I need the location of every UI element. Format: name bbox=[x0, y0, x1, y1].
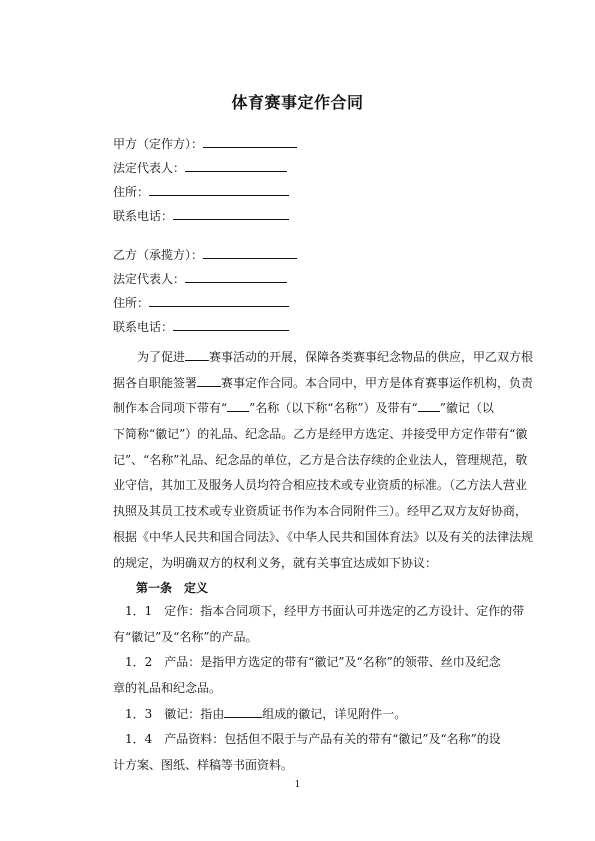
contract-title: 体育赛事定作合同 bbox=[231, 93, 364, 112]
clause-text: 组成的徽记，详见附件一。 bbox=[262, 706, 407, 721]
party-a-phone-label: 联系电话： bbox=[113, 209, 174, 223]
party-b-field bbox=[113, 245, 297, 261]
party-b-blank[interactable] bbox=[203, 245, 297, 259]
preamble-line bbox=[113, 345, 534, 371]
preamble-line: 记”、“名称”礼品、纪念品的单位，乙方是合法存续的企业法人，管理规范，敬 bbox=[113, 452, 528, 467]
name-blank[interactable] bbox=[227, 399, 249, 412]
preamble-line: 的规定，为明确双方的权利义务，就有关事宜达成如下协议： bbox=[113, 555, 438, 570]
clause-line: 1．1 定作：指本合同项下，经甲方书面认可并选定的乙方设计、定作的带 bbox=[125, 604, 525, 618]
party-b-address-blank[interactable] bbox=[149, 293, 289, 307]
clause-line: 有“徽记”及“名称”的产品。 bbox=[113, 629, 258, 644]
preamble-line: 根据《中华人民共和国合同法》、《中华人民共和国体育法》以及有关的法律法规 bbox=[113, 529, 534, 544]
party-b-address-field bbox=[113, 293, 289, 309]
preamble-text: ”徽记（以 bbox=[439, 401, 494, 416]
contract-name-blank[interactable] bbox=[197, 374, 221, 387]
party-a-rep-field bbox=[113, 158, 287, 174]
article-1-body bbox=[113, 599, 525, 779]
preamble-line: 下简称“徽记”）的礼品、纪念品。乙方是经甲方选定、并接受甲方定作带有“徽 bbox=[113, 427, 528, 442]
clause-line: 章的礼品和纪念品。 bbox=[113, 681, 222, 696]
party-b-phone-field bbox=[113, 317, 289, 333]
clause-line: 1．4 产品资料：包括但不限于与产品有关的带有“徽记”及“名称”的设 bbox=[125, 732, 501, 747]
clause-text: 1．3 徽记：指由 bbox=[125, 706, 225, 721]
clause-line bbox=[113, 702, 487, 728]
preamble-line: 执照及其员工技术或专业资质证书作为本合同附件三）。经甲乙双方友好协商， bbox=[113, 504, 528, 519]
emblem-blank[interactable] bbox=[418, 399, 440, 412]
page-number: 1 bbox=[294, 780, 301, 790]
party-a-rep-blank[interactable] bbox=[185, 158, 287, 172]
party-a-blank[interactable] bbox=[203, 134, 297, 148]
party-a-address-blank[interactable] bbox=[149, 182, 289, 196]
party-b-rep-blank[interactable] bbox=[185, 269, 287, 283]
preamble-line bbox=[113, 396, 494, 422]
preamble-text: ”名称（以下称“名称”）及带有“ bbox=[249, 401, 418, 416]
party-b-label: 乙方（承揽方）： bbox=[113, 248, 204, 262]
party-a-label: 甲方（定作方）： bbox=[113, 137, 204, 151]
preamble-text: 制作本合同项下带有“ bbox=[113, 401, 228, 416]
preamble-line bbox=[113, 371, 534, 397]
party-a-phone-blank[interactable] bbox=[173, 206, 289, 220]
party-b-rep-label: 法定代表人： bbox=[113, 272, 186, 286]
party-b-rep-field bbox=[113, 269, 287, 285]
clause-line: 1．2 产品：是指甲方选定的带有“徽记”及“名称”的领带、丝巾及纪念 bbox=[125, 655, 501, 670]
preamble-line: 业守信，其加工及服务人员均符合相应技术或专业资质的标准。（乙方法人营业 bbox=[113, 478, 528, 493]
article-1-heading: 第一条 定义 bbox=[136, 581, 209, 595]
preamble-text: 赛事活动的开展，保障各类赛事纪念物品的供应，甲乙双方根 bbox=[209, 350, 534, 364]
party-a-field bbox=[113, 134, 297, 150]
clause-line: 计方案、图纸、样稿等书面资料。 bbox=[113, 758, 294, 773]
preamble-text: 赛事定作合同。本合同中，甲方是体育赛事运作机构，负责 bbox=[221, 375, 534, 390]
party-a-address-label: 住所： bbox=[113, 185, 150, 199]
emblem-composition-blank[interactable] bbox=[224, 705, 262, 718]
party-b-phone-blank[interactable] bbox=[173, 317, 289, 331]
party-b-address-label: 住所： bbox=[113, 296, 150, 310]
event-name-blank[interactable] bbox=[185, 348, 209, 361]
party-a-address-field bbox=[113, 182, 289, 198]
party-b-phone-label: 联系电话： bbox=[113, 320, 174, 334]
preamble-paragraph bbox=[113, 345, 534, 576]
preamble-text: 据各自职能签署 bbox=[113, 375, 198, 390]
preamble-text: 为了促进 bbox=[137, 350, 186, 364]
party-a-phone-field bbox=[113, 206, 289, 222]
party-a-rep-label: 法定代表人： bbox=[113, 161, 186, 175]
